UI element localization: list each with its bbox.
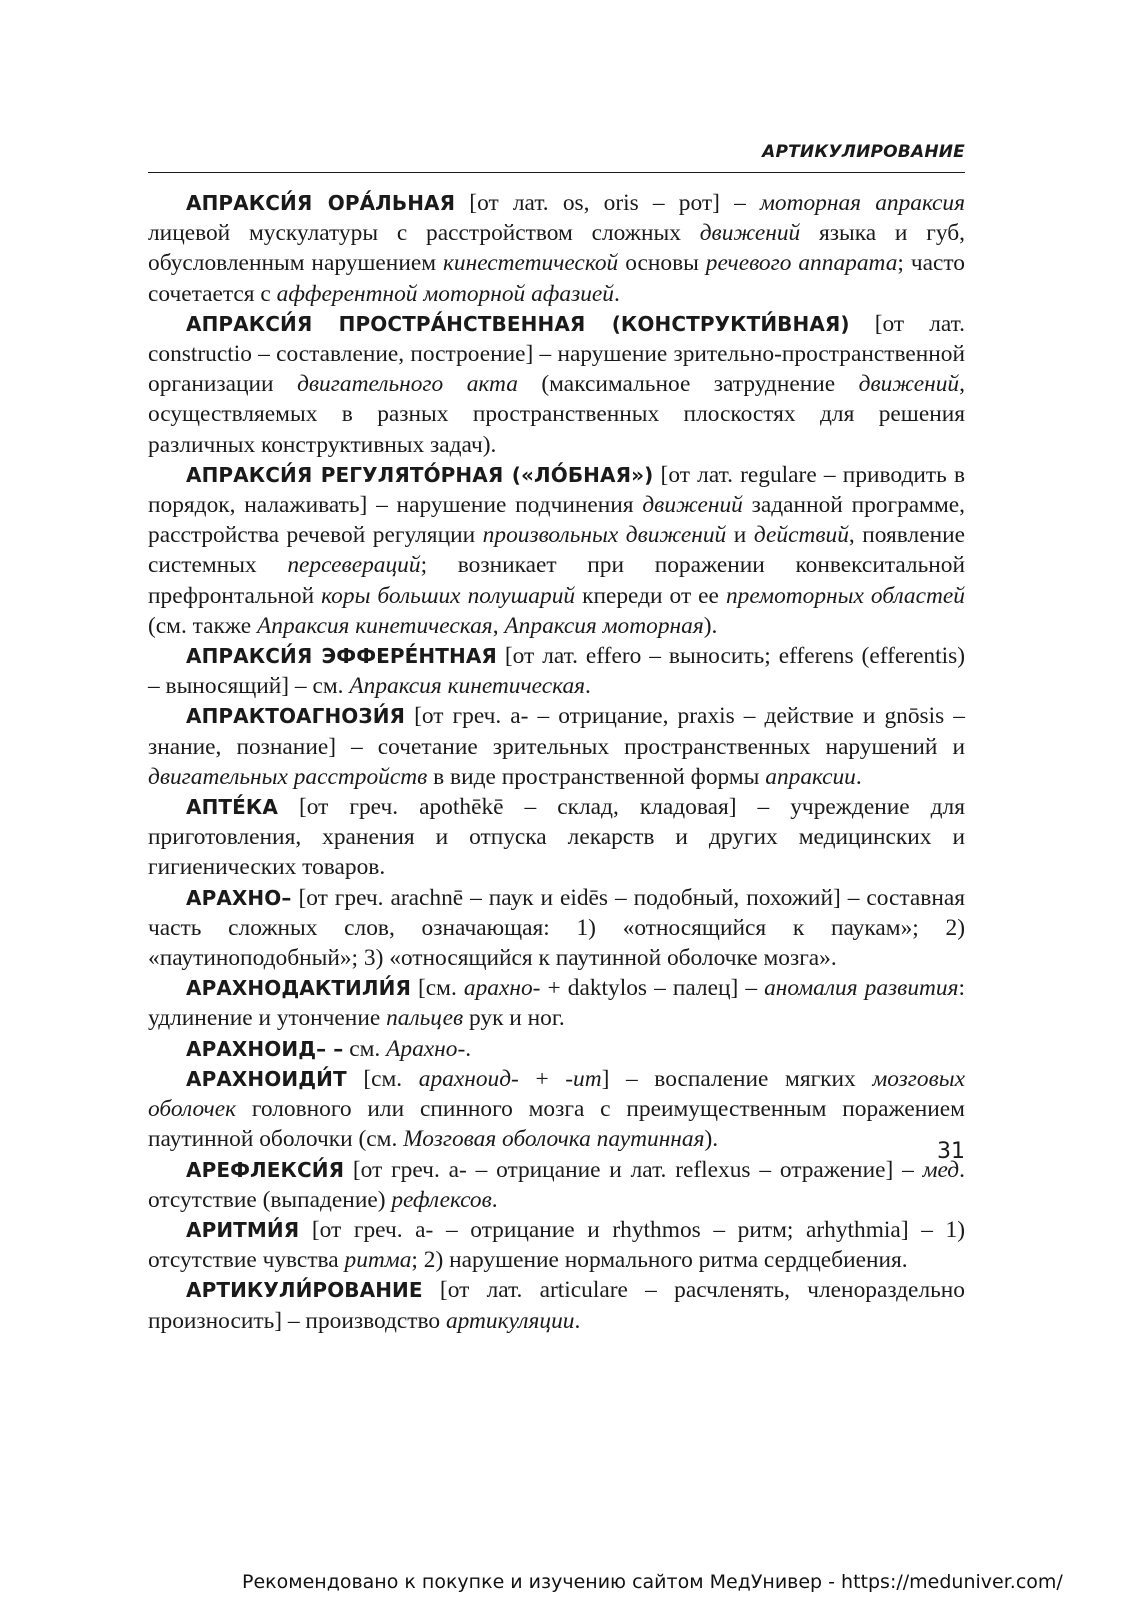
entry-headword: АРАХНО–	[186, 885, 292, 910]
entry-text: .	[465, 1035, 472, 1062]
running-head: АРТИКУЛИРОВАНИЕ	[762, 142, 965, 162]
dictionary-entry	[148, 1155, 965, 1215]
entry-text: ; часто сочетается с	[148, 250, 965, 307]
entry-text: [от лат. constructio – составление, построение] – нарушение зрительно-пространственной организации	[148, 310, 965, 398]
entry-italic-term: персевераций	[287, 552, 421, 579]
entry-italic-term: рефлексов	[391, 1186, 492, 1213]
entry-italic-term: движений	[642, 492, 743, 519]
entry-headword: АПРАКСИ́Я ПРОСТРА́НСТВЕННАЯ (КОНСТРУКТИ́ВНАЯ)	[186, 311, 850, 336]
entry-text: [см.	[410, 975, 464, 1002]
entry-text: [от лат. os, oris – рот] –	[455, 190, 760, 216]
entry-headword: АПРАКТОАГНОЗИ́Я	[186, 704, 406, 729]
entry-text: + daktylos – палец] –	[540, 975, 765, 1002]
entry-italic-term: -ит	[565, 1065, 602, 1092]
entry-italic-term: двигательного акта	[297, 371, 518, 398]
dictionary-entry	[148, 641, 965, 701]
dictionary-entry	[148, 1215, 965, 1275]
entry-italic-term: движений	[858, 371, 960, 398]
entry-italic-term: Мозговая оболочка паутинная	[403, 1126, 705, 1153]
entry-headword: АПРАКСИ́Я ЭФФЕРЕ́НТНАЯ	[186, 644, 497, 669]
entry-italic-term: мозговых оболочек	[148, 1065, 965, 1123]
entry-headword: АПРАКСИ́Я ОРА́ЛЬНАЯ	[186, 191, 456, 215]
entry-italic-term: действий	[753, 522, 849, 549]
entry-text: .	[491, 1186, 498, 1213]
dictionary-entry	[148, 1275, 965, 1335]
entry-italic-term: двигательных расстройств	[148, 763, 428, 790]
entry-headword: АРИТМИ́Я	[186, 1217, 300, 1242]
entry-text: основы	[618, 250, 706, 277]
dictionary-entry	[148, 883, 965, 974]
entry-italic-term: Апраксия кинетическая	[349, 673, 586, 700]
entry-text: .	[574, 1307, 581, 1334]
entry-text: в виде пространственной формы	[427, 763, 766, 790]
entry-text: кпереди от ее	[575, 582, 726, 609]
entry-text: [от греч. apothēkē – склад, кладовая] – учреждение для приготовления, хранения и отпуска лекарств и других медицинских и гигиенических товаров.	[148, 794, 965, 881]
entry-text: [см.	[346, 1065, 419, 1092]
entry-text: [от греч. a- – отрицание и лат. reflexus – отражение] –	[344, 1156, 923, 1183]
entry-text: [от лат. articulare – расчленять, членораздельно произносить] – производство	[148, 1277, 965, 1334]
entry-headword: АПТЕ́КА	[186, 795, 278, 820]
entry-text: [от греч. a- – отрицание и rhythmos – ритм; arhythmia] – 1) отсутствие чувства	[148, 1216, 965, 1274]
entry-italic-term: Апраксия моторная	[504, 612, 704, 639]
entry-text: рук и ног.	[463, 1005, 565, 1032]
entry-italic-term: артикуляции	[445, 1307, 575, 1334]
entry-italic-term: ритма	[344, 1247, 412, 1274]
dictionary-entry	[148, 792, 965, 883]
entry-text: .	[855, 763, 862, 790]
entry-italic-term: Апраксия кинетическая	[257, 612, 493, 639]
entry-headword: АРАХНОДАКТИЛИ́Я	[186, 976, 411, 1001]
entry-text: +	[518, 1065, 566, 1092]
entry-text: заданной программе, расстройства речевой регуляции	[148, 492, 965, 549]
entry-text: .	[613, 280, 620, 307]
entry-italic-term: коры больших полушарий	[321, 582, 576, 609]
entry-text: ] – воспаление мягких	[601, 1065, 873, 1092]
entry-text: ; возникает при поражении конвекситальной префронтальной	[148, 552, 965, 609]
entry-italic-term: арахноид-	[418, 1065, 519, 1092]
entry-italic-term: кинестетической	[442, 250, 619, 277]
entry-text: ; 2) нарушение нормального ритма сердцебиения.	[411, 1247, 908, 1274]
entry-text: ).	[703, 612, 718, 639]
entry-text: , появление системных	[148, 522, 966, 579]
dictionary-entry	[148, 309, 965, 460]
entry-text: , осуществляемых в разных пространственных плоскостях для решения различных конструктивных задач).	[148, 371, 965, 458]
page-number: 31	[937, 1139, 965, 1164]
dictionary-entry	[148, 1034, 965, 1064]
entry-headword: АРАХНОИДИ́Т	[186, 1066, 347, 1091]
entry-text: : удлинение и утончение	[148, 975, 965, 1032]
entry-text: и	[726, 522, 754, 549]
entry-italic-term: арахно-	[463, 975, 541, 1002]
entry-text: [от греч. a- – отрицание, praxis – действие и gnōsis – знание, познание] – сочетание зрительных пространственных нарушений и	[148, 703, 965, 760]
dictionary-entries	[148, 188, 965, 1336]
entry-text: (см. также	[148, 612, 258, 639]
entry-text: .	[585, 673, 591, 700]
dictionary-entry	[148, 460, 965, 641]
entry-italic-term: движений	[699, 220, 801, 247]
entry-text: языка и губ, обусловленным нарушением	[148, 220, 965, 277]
dictionary-entry	[148, 973, 965, 1033]
entry-italic-term: Арахно-	[386, 1035, 466, 1062]
entry-text: [от лат. regulare – приводить в порядок, налаживать] – нарушение подчинения	[148, 461, 965, 519]
entry-italic-term: речевого аппарата	[705, 250, 898, 277]
entry-headword: АРЕФЛЕКСИ́Я	[186, 1157, 345, 1182]
entry-text: (максимальное затруднение	[517, 371, 859, 398]
entry-italic-term: пальцев	[386, 1005, 464, 1032]
entry-headword: АПРАКСИ́Я РЕГУЛЯТО́РНАЯ («ЛО́БНАЯ»)	[186, 462, 654, 487]
entry-italic-term: моторная апраксия	[759, 190, 965, 216]
dictionary-entry	[148, 1064, 965, 1155]
footer-note[interactable]: Рекомендовано к покупке и изучению сайтом МедУнивер - https://meduniver.com/	[242, 1571, 1063, 1593]
entry-text: головного или спинного мозга с преимущественным поражением паутинной оболочки (см.	[148, 1096, 965, 1153]
entry-text: [от греч. arachnē – паук и eidēs – подобный, похожий] – составная часть сложных слов, означающая: 1) «относящийся к паукам»; 2) «паутиноподобный»; 3) «относящийся к паутинной оболочке мозга».	[148, 884, 965, 972]
entry-text: см.	[343, 1035, 387, 1062]
entry-italic-term: мед	[922, 1156, 960, 1183]
header-rule	[148, 172, 965, 173]
entry-italic-term: афферентной моторной афазией	[276, 280, 614, 307]
entry-text: ,	[492, 612, 505, 639]
entry-headword: АРТИКУЛИ́РОВАНИЕ	[186, 1278, 423, 1303]
entry-italic-term: премоторных областей	[725, 582, 965, 609]
dictionary-entry	[148, 188, 965, 309]
entry-text: . отсутствие (выпадение)	[148, 1156, 965, 1213]
entry-italic-term: апраксии	[765, 763, 856, 790]
entry-italic-term: аномалия развития	[764, 975, 959, 1002]
entry-headword: АРАХНОИД– –	[186, 1036, 344, 1061]
entry-text: ).	[704, 1126, 719, 1153]
entry-text: [от лат. effero – выносить; efferens (efferentis) – выносящий] – см.	[148, 643, 965, 700]
entry-text: лицевой мускулатуры с расстройством сложных	[148, 220, 700, 247]
dictionary-entry	[148, 701, 965, 792]
entry-italic-term: произвольных движений	[482, 522, 727, 549]
